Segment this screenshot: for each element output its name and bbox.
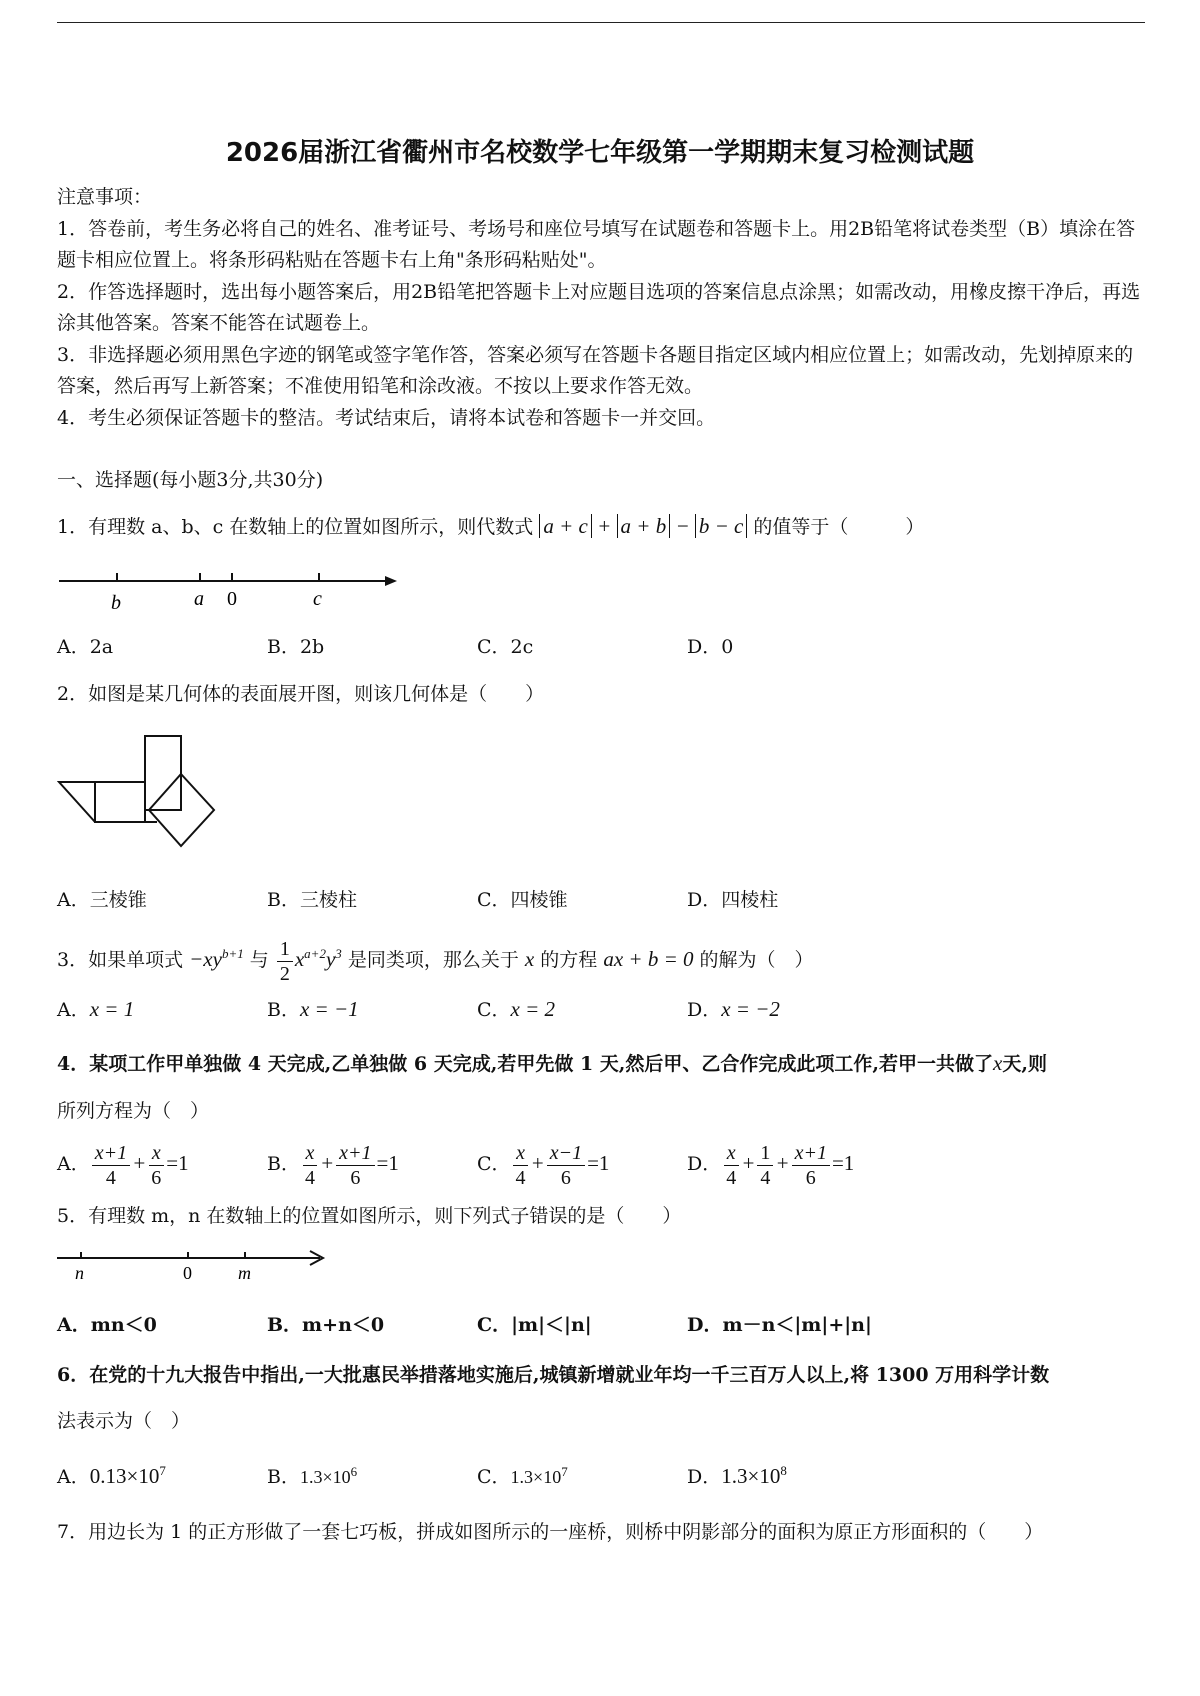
q6-options — [57, 1462, 1147, 1498]
question-1 — [57, 510, 1147, 543]
q4-line-2: 所列方程为（ ） — [57, 1100, 210, 1122]
note-line: 4．考生必须保证答题卡的整洁。考试结束后，请将本试卷和答题卡一并交回。 — [57, 406, 716, 429]
q5-label-n: n — [75, 1263, 84, 1283]
q1-text-post: 的值等于（ ） — [753, 516, 925, 538]
q2-option-c[interactable]: C．四棱锥 — [477, 889, 568, 911]
q1-options — [57, 632, 1147, 668]
question-4 — [57, 1040, 1147, 1135]
q5-number-line — [55, 1247, 335, 1287]
page-title: 2026届浙江省衢州市名校数学七年级第一学期期末复习检测试题 — [225, 138, 975, 168]
question-3 — [57, 930, 1147, 986]
q5-label-zero: 0 — [183, 1263, 192, 1283]
q4-option-b[interactable]: B． $\frac{x}{4}$ + $\frac{x+1}{6}$ =1 — [267, 1141, 399, 1189]
section-heading: 一、选择题(每小题3分,共30分) — [57, 469, 324, 491]
q6-option-c[interactable]: C．$1.3\times 10^7$ — [477, 1464, 568, 1488]
q5-option-c[interactable]: C．|m|＜|n| — [477, 1314, 592, 1336]
q3-text-mid1: 与 — [249, 949, 269, 971]
q6-line-1: 6．在党的十九大报告中指出,一大批惠民举措落地实施后,城镇新增就业年均一千三百万人以上,将 1300 万用科学计数 — [57, 1364, 1050, 1386]
q4-option-c[interactable]: C． $\frac{x}{4}$ + $\frac{x-1}{6}$ =1 — [477, 1141, 610, 1189]
q1-label-a: a — [194, 588, 204, 610]
q3-text-mid3: 的方程 — [540, 949, 598, 971]
q1-text-pre: 1．有理数 a、b、c 在数轴上的位置如图所示，则代数式 — [57, 516, 534, 538]
q3-fraction-half: $\frac{1}{2}$ — [277, 937, 293, 986]
q1-label-zero: 0 — [227, 588, 237, 610]
q3-options — [57, 995, 1147, 1031]
q3-text-post: 的解为（ ） — [699, 949, 814, 971]
q3-monomial-1: $-xy^{b+1}$ — [189, 946, 244, 971]
q3-monomial-2: $x^{a+2}y^3$ — [294, 946, 342, 971]
q4-options — [57, 1133, 1147, 1193]
q6-line-2: 法表示为（ ） — [57, 1410, 191, 1432]
q4-option-a[interactable]: A． $\frac{x+1}{4}$ + $\frac{x}{6}$ =1 — [57, 1141, 189, 1189]
q6-option-d[interactable]: D．$1.3\times 10^8$ — [687, 1463, 787, 1488]
question-2: 2．如图是某几何体的表面展开图，则该几何体是（ ） — [57, 683, 545, 705]
q3-option-b[interactable]: B．x = −1 — [267, 997, 359, 1021]
q1-option-a[interactable]: A．2a — [57, 636, 114, 658]
q5-option-b[interactable]: B．m+n＜0 — [267, 1314, 385, 1336]
q3-text-mid2: 是同类项，那么关于 — [347, 949, 519, 971]
q6-option-b[interactable]: B．$1.3\times 10^6$ — [267, 1464, 358, 1488]
q1-option-d[interactable]: D．0 — [687, 636, 734, 658]
q3-text-pre: 3．如果单项式 — [57, 949, 184, 971]
question-7: 7．用边长为 1 的正方形做了一套七巧板，拼成如图所示的一座桥，则桥中阴影部分的面积为原正方形面积的（ ） — [57, 1521, 1044, 1543]
note-line: 3．非选择题必须用黑色字迹的钢笔或签字笔作答，答案必须写在答题卡各题目指定区域内相应位置上；如需改动，先划掉原来的答案，然后再写上新答案；不准使用铅笔和涂改液。不按以上要求作答无效。 — [57, 343, 1134, 397]
q1-expression: a + c + a + b − b − c — [539, 514, 747, 538]
q1-number-line — [57, 565, 402, 615]
q3-equation: ax + b = 0 — [603, 947, 694, 971]
notes-block — [57, 182, 1147, 434]
q4-line-1: 4．某项工作甲单独做 4 天完成,乙单独做 6 天完成,若甲先做 1 天,然后甲、乙合作完成此项工作,若甲一共做了x天,则 — [57, 1051, 1047, 1075]
q5-option-d[interactable]: D．m－n＜|m|+|n| — [687, 1314, 872, 1336]
q2-option-d[interactable]: D．四棱柱 — [687, 889, 779, 911]
q2-options — [57, 885, 1147, 921]
q2-net-figure — [57, 728, 227, 863]
q5-label-m: m — [238, 1263, 251, 1283]
question-6 — [57, 1352, 1147, 1444]
q5-options — [57, 1310, 1147, 1346]
note-line: 2．作答选择题时，选出每小题答案后，用2B铅笔把答题卡上对应题目选项的答案信息点涂黑；如需改动，用橡皮擦干净后，再选涂其他答案。答案不能答在试题卷上。 — [57, 280, 1141, 334]
q1-option-b[interactable]: B．2b — [267, 636, 325, 658]
q6-option-a[interactable]: A．$0.13\times 10^7$ — [57, 1463, 166, 1488]
q3-option-d[interactable]: D．x = −2 — [687, 997, 780, 1021]
q5-option-a[interactable]: A．mn＜0 — [57, 1314, 157, 1336]
q2-option-b[interactable]: B．三棱柱 — [267, 889, 357, 911]
q1-label-c: c — [313, 588, 322, 610]
q3-var-x: x — [524, 947, 535, 971]
question-5: 5．有理数 m，n 在数轴上的位置如图所示，则下列式子错误的是（ ） — [57, 1205, 682, 1227]
q4-option-d[interactable]: D． $\frac{x}{4}$ + $\frac{1}{4}$ + $\frac{x+1}{6}$ =1 — [687, 1141, 855, 1189]
q3-option-c[interactable]: C．x = 2 — [477, 997, 556, 1021]
notes-heading: 注意事项： — [57, 186, 153, 208]
q1-label-b: b — [111, 592, 121, 614]
note-line: 1．答卷前，考生务必将自己的姓名、准考证号、考场号和座位号填写在试题卷和答题卡上。用2B铅笔将试卷类型（B）填涂在答题卡相应位置上。将条形码粘贴在答题卡右上角"条形码粘贴处"。 — [57, 217, 1136, 271]
q1-option-c[interactable]: C．2c — [477, 636, 534, 658]
top-rule — [57, 22, 1145, 23]
q3-option-a[interactable]: A．x = 1 — [57, 997, 135, 1021]
q2-option-a[interactable]: A．三棱锥 — [57, 889, 147, 911]
